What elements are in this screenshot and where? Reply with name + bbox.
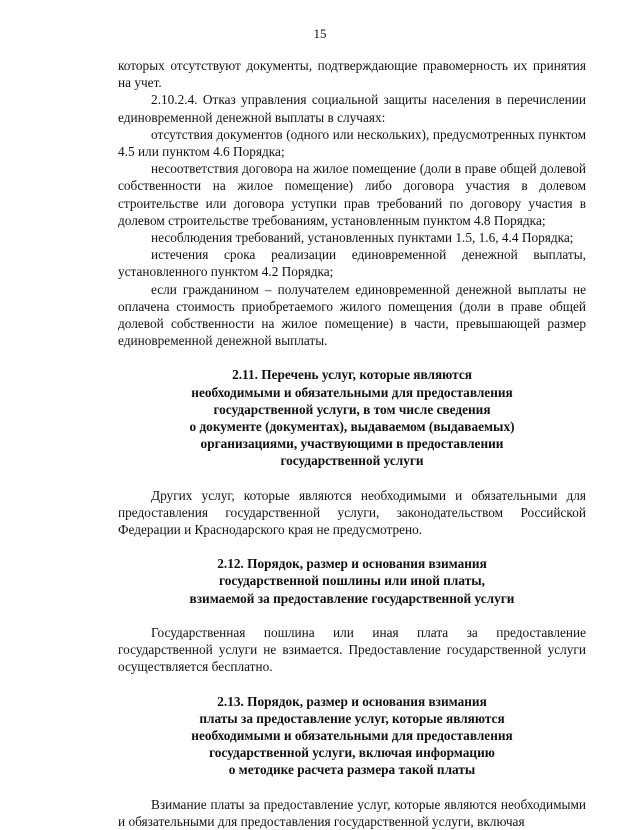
section-heading-2-13 xyxy=(118,693,586,779)
heading-line: платы за предоставление услуг, которые являются xyxy=(199,710,505,726)
paragraph-2-11-text: Других услуг, которые являются необходимыми и обязательными для предоставления государственной услуги, законодательством Российской Федерации и Краснодарского края не предусмотрено. xyxy=(118,487,586,538)
heading-line: государственной пошлины или иной платы, xyxy=(219,573,485,589)
section-heading-2-12 xyxy=(118,555,586,607)
heading-line: необходимыми и обязательными для предоставления xyxy=(191,727,513,743)
heading-line: государственной услуги, в том числе сведения xyxy=(213,401,491,417)
paragraph-2-10-2-4: 2.10.2.4. Отказ управления социальной защиты населения в перечислении единовременной денежной выплаты в случаях: xyxy=(118,92,586,125)
section-heading-2-11 xyxy=(118,366,586,469)
paragraph-contract-mismatch: несоответствия договора на жилое помещение (доли в праве общей долевой собственности на жилое помещение) либо договора участия в долевом строительстве или договора уступки прав требований по договору участия в долевом строительстве требованиям, установленным пунктом 4.8 Порядка; xyxy=(118,161,586,228)
heading-line: взимаемой за предоставление государственной услуги xyxy=(189,590,515,606)
document-body xyxy=(118,57,586,830)
paragraph-2-13-text: Взимание платы за предоставление услуг, которые являются необходимыми и обязательными для предоставления государственной услуги, включая xyxy=(118,796,586,829)
paragraph-requirements-noncompliance: несоблюдения требований, установленных пунктами 1.5, 1.6, 4.4 Порядка; xyxy=(151,230,574,246)
heading-line: о документе (документах), выдаваемом (выдаваемых) xyxy=(189,419,515,435)
heading-line: 2.11. Перечень услуг, которые являются xyxy=(232,367,472,383)
heading-line: организациями, участвующими в предоставлении xyxy=(200,436,504,452)
heading-line: 2.13. Порядок, размер и основания взимания xyxy=(217,693,487,709)
paragraph-unpaid-cost: если гражданином – получателем единовременной денежной выплаты не оплачена стоимость приобретаемого жилого помещения (доли в праве общей долевой собственности на жилое помещение) в части, превышающей размер единовременной денежной выплаты. xyxy=(118,281,586,349)
heading-line: необходимыми и обязательными для предоставления xyxy=(191,384,513,400)
heading-line: государственной услуги, включая информацию xyxy=(209,745,495,761)
heading-line: о методике расчета размера такой платы xyxy=(228,762,476,778)
heading-line: государственной услуги xyxy=(280,453,424,469)
paragraph-term-expiry: истечения срока реализации единовременной денежной выплаты, установленного пунктом 4.2 Порядка; xyxy=(118,247,586,280)
page-number: 15 xyxy=(313,26,327,41)
paragraph-2-12-text: Государственная пошлина или иная плата за предоставление государственной услуги не взимается. Предоставление государственной услуги осуществляется бесплатно. xyxy=(118,624,586,675)
paragraph-continuation: которых отсутствуют документы, подтверждающие правомерность их принятия на учет. xyxy=(118,58,586,91)
paragraph-missing-documents: отсутствия документов (одного или нескольких), предусмотренных пунктом 4.5 или пунктом 4.6 Порядка; xyxy=(118,126,586,160)
heading-line: 2.12. Порядок, размер и основания взимания xyxy=(217,556,487,572)
